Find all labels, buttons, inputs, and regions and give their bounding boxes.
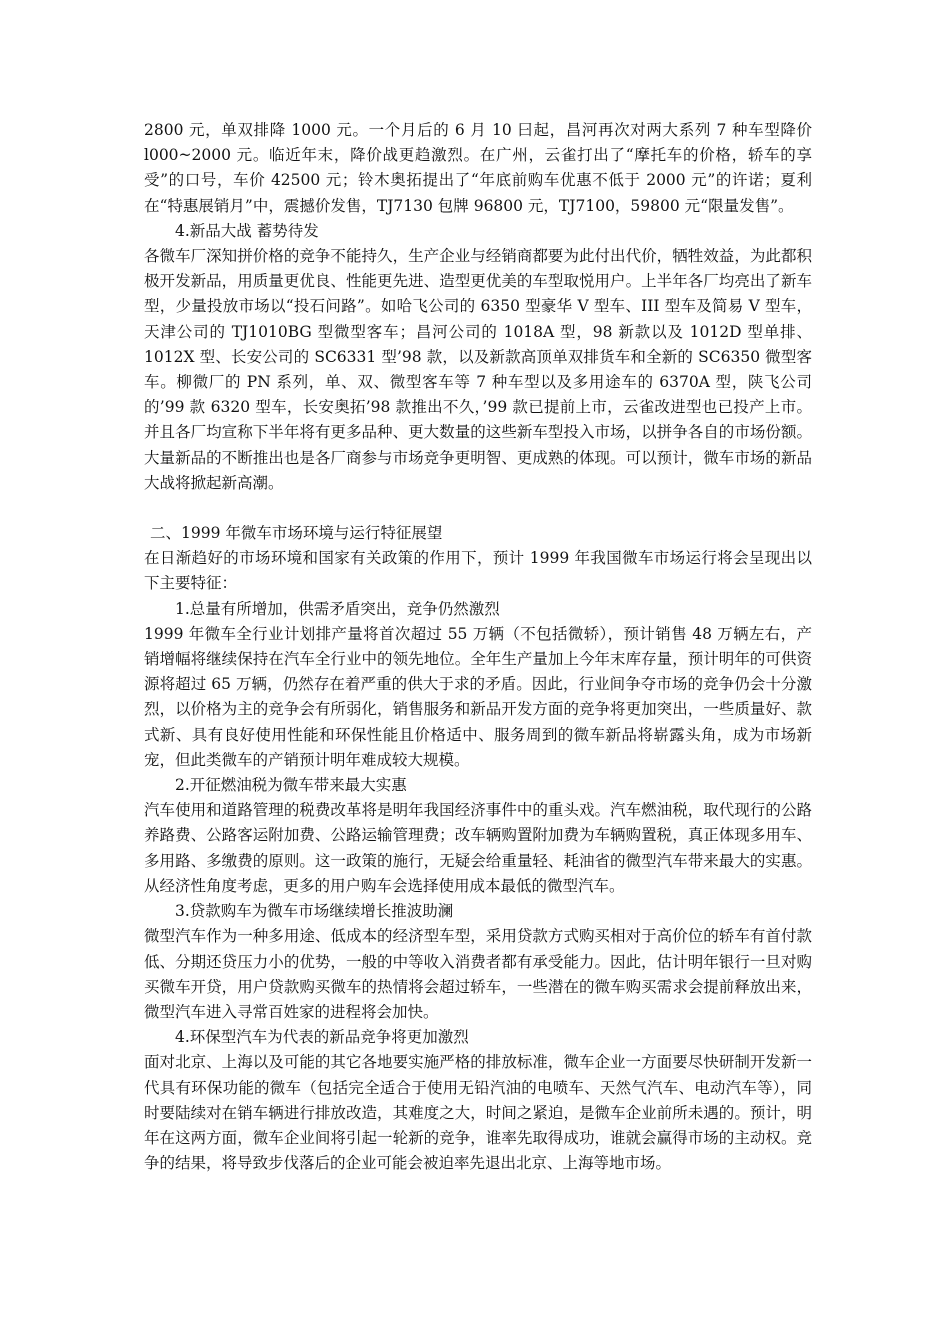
heading-loan-purchase: 3.贷款购车为微车市场继续增长推波助澜 (175, 902, 454, 921)
paragraph-outlook-intro: 在日渐趋好的市场环境和国家有关政策的作用下，预计 1999 年我国微车市场运行将会呈现出以下主要特征： (144, 549, 812, 593)
blank-line (144, 496, 812, 521)
heading-fuel-tax: 2.开征燃油税为微车带来最大实惠 (175, 776, 407, 795)
heading-eco-vehicles: 4.环保型汽车为代表的新品竞争将更加激烈 (175, 1028, 469, 1047)
paragraph-price-war-end: 2800 元，单双排降 1000 元。一个月后的 6 月 10 曰起，昌河再次对两大系列 7 种车型降价 l000~2000 元。临近年末，降价战更趋激烈。在广州，云雀打出了“摩托车的价格，轿车的享受”的口号，车价 42500 元；铃木奥拓提出了“年底前购车优惠不低于 2000 元”的许诺；夏利在“特惠展销月”中，震撼价发售，TJ7130 包牌 96800 元，TJ7100，59800 元“限量发售”。 (144, 121, 812, 215)
paragraph-loan-purchase: 微型汽车作为一种多用途、低成本的经济型车型，采用贷款方式购买相对于高价位的轿车有首付款低、分期还贷压力小的优势，一般的中等收入消费者都有承受能力。因此，估计明年银行一旦对购买微车开贷，用户贷款购买微车的热情将会超过轿车，一些潜在的微车购买需求会提前释放出来，微型汽车进入寻常百姓家的进程将会加快。 (144, 927, 812, 1021)
paragraph-eco-vehicles: 面对北京、上海以及可能的其它各地要实施严格的排放标准，微车企业一方面要尽快研制开发新一代具有环保功能的微车（包括完全适合于使用无铅汽油的电喷车、天然气汽车、电动汽车等），同时要陆续对在销车辆进行排放改造，其难度之大，时间之紧迫，是微车企业前所未遇的。预计，明年在这两方面，微车企业间将引起一轮新的竞争，谁率先取得成功，谁就会赢得市场的主动权。竞争的结果，将导致步伐落后的企业可能会被迫率先退出北京、上海等地市场。 (144, 1053, 812, 1173)
heading-new-product-war: 4.新品大战 蓄势待发 (175, 221, 319, 240)
section-heading-1999-outlook: 二、1999 年微车市场环境与运行特征展望 (150, 524, 443, 543)
paragraph-fuel-tax: 汽车使用和道路管理的税费改革将是明年我国经济事件中的重头戏。汽车燃油税，取代现行的公路养路费、公路客运附加费、公路运输管理费；改车辆购置附加费为车辆购置税，真正体现多用车、多用路、多缴费的原则。这一政策的施行，无疑会给重量轻、耗油省的微型汽车带来最大的实惠。从经济性角度考虑，更多的用户购车会选择使用成本最低的微型汽车。 (144, 801, 812, 895)
paragraph-new-products: 各微车厂深知拼价格的竞争不能持久，生产企业与经销商都要为此付出代价，牺牲效益，为此都积极开发新品，用质量更优良、性能更先进、造型更优美的车型取悦用户。上半年各厂均亮出了新车型，少量投放市场以“投石问路”。如哈飞公司的 6350 型豪华 V 型车、III 型车及简易 V 型车，天津公司的 TJ1010BG 型微型客车；昌河公司的 1018A 型，98 新款以及 1012D 型单排、1012X 型、长安公司的 SC6331 型’98 款，以及新款高顶单双排货车和全新的 SC6350 微型客车。柳微厂的 PN 系列，单、双、微型客车等 7 种车型以及多用途车的 6370A 型，陕飞公司的’99 款 6320 型车，长安奥拓’98 款推出不久，’99 款已提前上市，云雀改进型也已投产上市。并且各厂均宣称下半年将有更多品种、更大数量的这些新车型投入市场，以拼争各自的市场份额。大量新品的不断推出也是各厂商参与市场竞争更明智、更成熟的体现。可以预计，微车市场的新品大战将掀起新高潮。 (144, 247, 812, 492)
paragraph-total-volume: 1999 年微车全行业计划排产量将首次超过 55 万辆（不包括微轿），预计销售 48 万辆左右，产销增幅将继续保持在汽车全行业中的领先地位。全年生产量加上今年末库存量，预计明年的可供资源将超过 65 万辆，仍然存在着严重的供大于求的矛盾。因此，行业间争夺市场的竞争仍会十分激烈，以价格为主的竞争会有所弱化，销售服务和新品开发方面的竞争将更加突出，一些质量好、款式新、具有良好使用性能和环保性能且价格适中、服务周到的微车新品将崭露头角，成为市场新宠，但此类微车的产销预计明年难成较大规模。 (144, 624, 812, 769)
document-body (144, 118, 812, 1176)
heading-total-volume: 1.总量有所增加，供需矛盾突出，竞争仍然激烈 (175, 599, 500, 618)
